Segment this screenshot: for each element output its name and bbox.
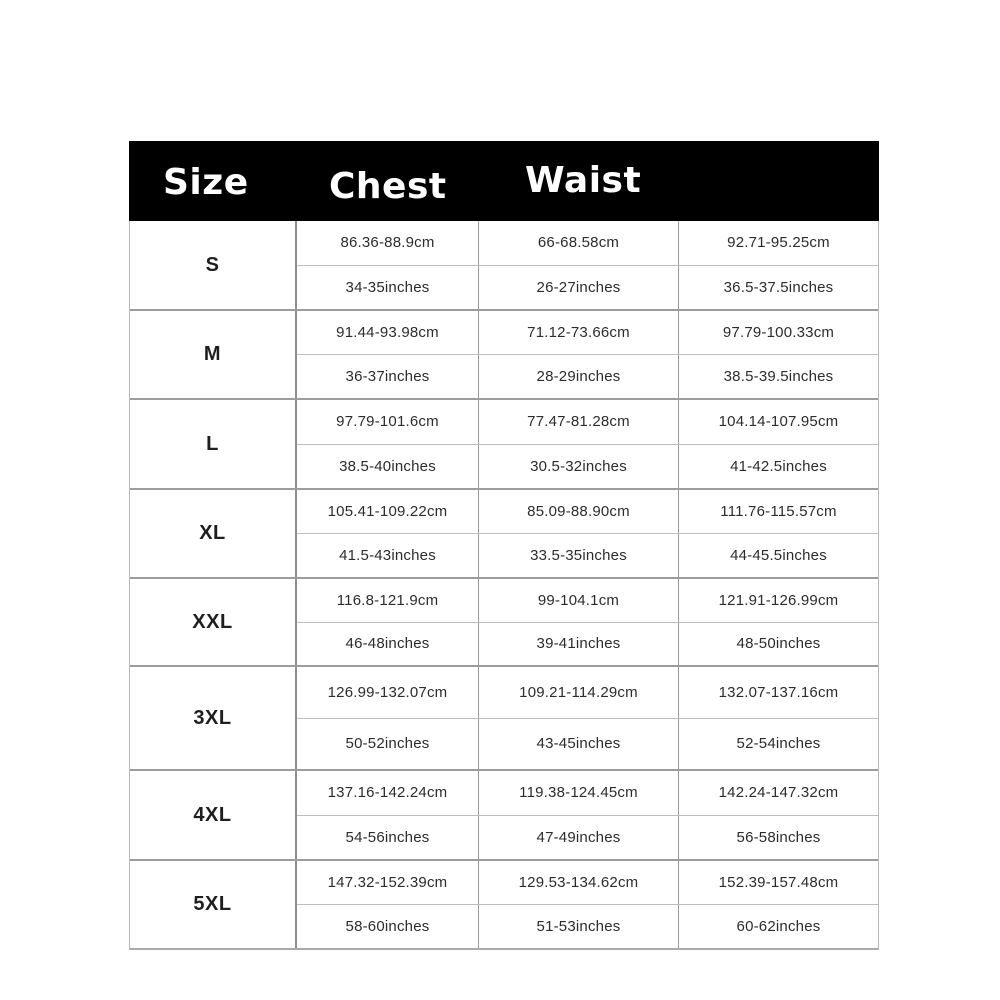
inches-row (297, 905, 878, 948)
size-label: 5XL (130, 861, 297, 948)
measurement-cell: 50-52inches (297, 719, 479, 770)
measurement-cell: 43-45inches (479, 719, 679, 770)
measurement-cell: 38.5-40inches (297, 445, 479, 489)
cm-row (297, 667, 878, 719)
size-label: L (130, 400, 297, 488)
measurement-cell: 77.47-81.28cm (479, 400, 679, 444)
measurement-cell: 47-49inches (479, 816, 679, 860)
header-size: Size (163, 162, 249, 203)
measurement-cell: 44-45.5inches (730, 547, 827, 564)
size-group (130, 579, 878, 667)
measurement-cell: 142.24-147.32cm (718, 784, 839, 802)
table-body (129, 221, 879, 950)
size-group (130, 861, 878, 948)
measurement-cell: 41-42.5inches (730, 457, 827, 475)
measurement-cell: 121.91-126.99cm (718, 591, 839, 609)
header-chest: Chest (329, 166, 447, 207)
header-waist: Waist (525, 160, 642, 201)
measurement-cell: 52-54inches (736, 735, 821, 753)
measurement-cell: 86.36-88.9cm (297, 221, 479, 265)
measurement-cell: 109.21-114.29cm (479, 667, 679, 718)
size-label: 4XL (130, 771, 297, 859)
measurement-cell: 36-37inches (297, 355, 479, 398)
measurement-cell: 147.32-152.39cm (297, 861, 479, 904)
measurement-cell: 126.99-132.07cm (297, 667, 479, 718)
measurement-cell: 119.38-124.45cm (479, 771, 679, 815)
size-label: XXL (130, 579, 297, 665)
inches-row (297, 623, 878, 666)
measurement-cell: 132.07-137.16cm (718, 683, 839, 701)
measurement-cell: 137.16-142.24cm (297, 771, 479, 815)
cm-row (297, 861, 878, 905)
size-label: 3XL (130, 667, 297, 769)
measurement-cell: 51-53inches (479, 905, 679, 948)
measurement-cell: 33.5-35inches (479, 534, 679, 577)
measurement-cell: 92.71-95.25cm (727, 234, 830, 252)
measurement-cell: 60-62inches (736, 918, 821, 935)
cm-row (297, 579, 878, 623)
measurement-cell: 71.12-73.66cm (479, 311, 679, 354)
measurement-cell: 46-48inches (297, 623, 479, 666)
table-header (129, 141, 879, 221)
measurement-cell: 48-50inches (736, 635, 821, 653)
measurement-cell: 66-68.58cm (479, 221, 679, 265)
inches-row (297, 816, 878, 860)
measurement-cell: 28-29inches (479, 355, 679, 398)
measurement-cell: 97.79-101.6cm (297, 400, 479, 444)
measurement-cell: 104.14-107.95cm (718, 413, 839, 431)
inches-row (297, 355, 878, 398)
measurement-cell: 56-58inches (736, 828, 821, 846)
measurement-cell: 58-60inches (297, 905, 479, 948)
measurement-cell: 105.41-109.22cm (297, 490, 479, 533)
size-group (130, 490, 878, 579)
inches-row (297, 445, 878, 489)
size-label: M (130, 311, 297, 398)
inches-row (297, 534, 878, 577)
measurement-cell: 34-35inches (297, 266, 479, 310)
cm-row (297, 221, 878, 266)
measurement-cell: 99-104.1cm (479, 579, 679, 622)
size-group (130, 400, 878, 490)
inches-row (297, 266, 878, 310)
measurement-cell: 85.09-88.90cm (479, 490, 679, 533)
measurement-cell: 54-56inches (297, 816, 479, 860)
measurement-cell: 38.5-39.5inches (723, 368, 834, 385)
size-chart (129, 141, 879, 950)
cm-row (297, 771, 878, 816)
measurement-cell: 116.8-121.9cm (297, 579, 479, 622)
measurement-cell: 26-27inches (479, 266, 679, 310)
measurement-cell: 91.44-93.98cm (297, 311, 479, 354)
measurement-cell: 111.76-115.57cm (720, 503, 837, 520)
size-group (130, 771, 878, 861)
measurement-cell: 97.79-100.33cm (722, 324, 835, 341)
size-label: XL (130, 490, 297, 577)
size-group (130, 221, 878, 311)
measurement-cell: 30.5-32inches (479, 445, 679, 489)
cm-row (297, 400, 878, 445)
measurement-cell: 129.53-134.62cm (479, 861, 679, 904)
measurement-cell: 36.5-37.5inches (723, 278, 834, 296)
size-group (130, 311, 878, 400)
inches-row (297, 719, 878, 770)
measurement-cell: 41.5-43inches (297, 534, 479, 577)
cm-row (297, 311, 878, 355)
size-group (130, 667, 878, 771)
measurement-cell: 39-41inches (479, 623, 679, 666)
cm-row (297, 490, 878, 534)
measurement-cell: 152.39-157.48cm (718, 874, 839, 891)
size-label: S (130, 221, 297, 309)
